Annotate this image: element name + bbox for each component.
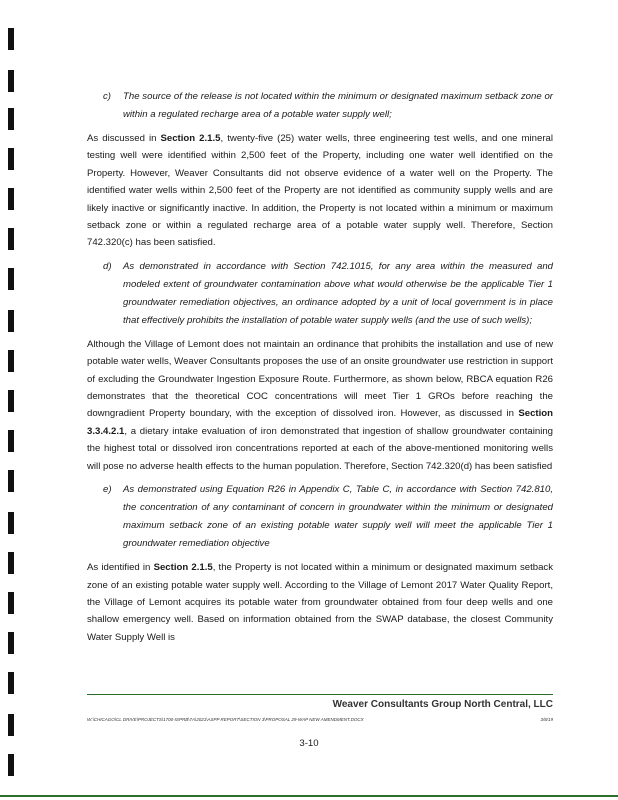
paragraph: As identified in Section 2.1.5, the Property is not located within a minimum or designated maximum setback zone of an existing potable water supply well. According to the Village of Lemont 2017 Water Quality Report, the Village of Lemont acquires its potable water from groundwater obtained from four deep wells and one shallow emergency well. Based on information obtained from the SWAP database, the closest Community Water Supply Well is xyxy=(87,562,554,643)
criterion-e xyxy=(87,481,553,553)
paragraph: As discussed in Section 2.1.5, twenty-five (25) water wells, three engineering test wells, and one mineral testing well were identified within 2,500 feet of the Property, including one water well identified on the Property. However, Weaver Consultants did not observe evidence of a water well on the Property. The identified water wells within 2,500 feet of the Property are not identified as community supply wells and are likely inactive or significantly inactive. In addition, the Property is not located within a minimum or maximum setback zone or within a regulated recharge area of a potable water supply well. Therefore, Section 742.320(c) has been satisfied. xyxy=(87,133,553,249)
section-reference: Section 2.1.5 xyxy=(160,133,221,144)
paragraph: Although the Village of Lemont does not maintain an ordinance that prohibits the installation and use of new potable water wells, Weaver Consultants proposes the use of an onsite groundwater use restriction in support of excluding the Groundwater Ingestion Exposure Route. Furthermore, as shown below, RBCA equation R26 demonstrates that the theoretical COC concentrations will meet Tier 1 GROs before reaching the downgradient Property boundary, with the exception of dissolved iron. However, as discussed in Section 3.3.4.2.1, a dietary intake evaluation of iron demonstrated that ingestion of shallow groundwater containing the highest total or dissolved iron concentrations reported at each of the above-mentioned monitoring wells will pose no adverse health effects to the human population. Therefore, Section 742.320(d) has been satisfied xyxy=(87,338,553,472)
scan-mark xyxy=(8,592,14,614)
scan-mark xyxy=(8,470,14,492)
criterion-marker: c) xyxy=(103,91,111,102)
document-body xyxy=(87,88,553,652)
scan-mark xyxy=(8,754,14,776)
scan-mark xyxy=(8,228,14,250)
footer-rule xyxy=(87,694,553,695)
scan-mark xyxy=(8,108,14,130)
scan-mark xyxy=(8,28,14,50)
page-number: 3-10 xyxy=(299,738,319,749)
scan-mark xyxy=(8,672,14,694)
criterion-text: The source of the release is not located within the minimum or designated maximum setback zone or within a regulated recharge area of a potable water supply well; xyxy=(123,91,553,120)
bottom-edge-rule xyxy=(0,795,618,797)
scan-mark xyxy=(8,714,14,736)
scan-mark xyxy=(8,632,14,654)
section-reference: Section 3.3.4.2.1 xyxy=(87,408,553,437)
company-name: Weaver Consultants Group North Central, LLC xyxy=(332,699,553,710)
file-path: W:\CHICAGO\CL DRIVE\PROJECTS\1700-ISPRB\7A\2021\ASPP REPORT\SECTION 3\PROPOSAL 29-WAP NEW AMENDMENT.DOCX xyxy=(87,717,364,722)
scan-mark xyxy=(8,552,14,574)
criterion-c xyxy=(87,88,553,124)
scan-mark xyxy=(8,390,14,412)
scan-mark xyxy=(8,512,14,534)
scan-mark xyxy=(8,430,14,452)
criterion-d xyxy=(87,258,553,330)
criterion-text: As demonstrated using Equation R26 in Appendix C, Table C, in accordance with Section 742.810, the concentration of any contaminant of concern in groundwater within the minimum or designated maximum setback zone of an existing potable water supply well will meet the applicable Tier 1 groundwater remediation objective xyxy=(123,484,553,550)
section-reference: Section 2.1.5 xyxy=(153,562,213,574)
scan-mark xyxy=(8,70,14,92)
scan-mark xyxy=(8,148,14,170)
scan-mark xyxy=(8,310,14,332)
criterion-marker: d) xyxy=(103,260,112,272)
criterion-text: As demonstrated in accordance with Section 742.1015, for any area within the measured and modeled extent of groundwater contamination above what would otherwise be the applicable Tier 1 groundwater remediation objectives, an ordinance adopted by a unit of local government is in place that effectively prohibits the installation of potable water supply wells (and the use of such wells); xyxy=(123,260,553,326)
footer-date: 3/8/19 xyxy=(540,717,553,722)
criterion-marker: e) xyxy=(103,484,112,496)
scan-mark xyxy=(8,268,14,290)
scan-mark xyxy=(8,350,14,372)
scan-mark xyxy=(8,188,14,210)
